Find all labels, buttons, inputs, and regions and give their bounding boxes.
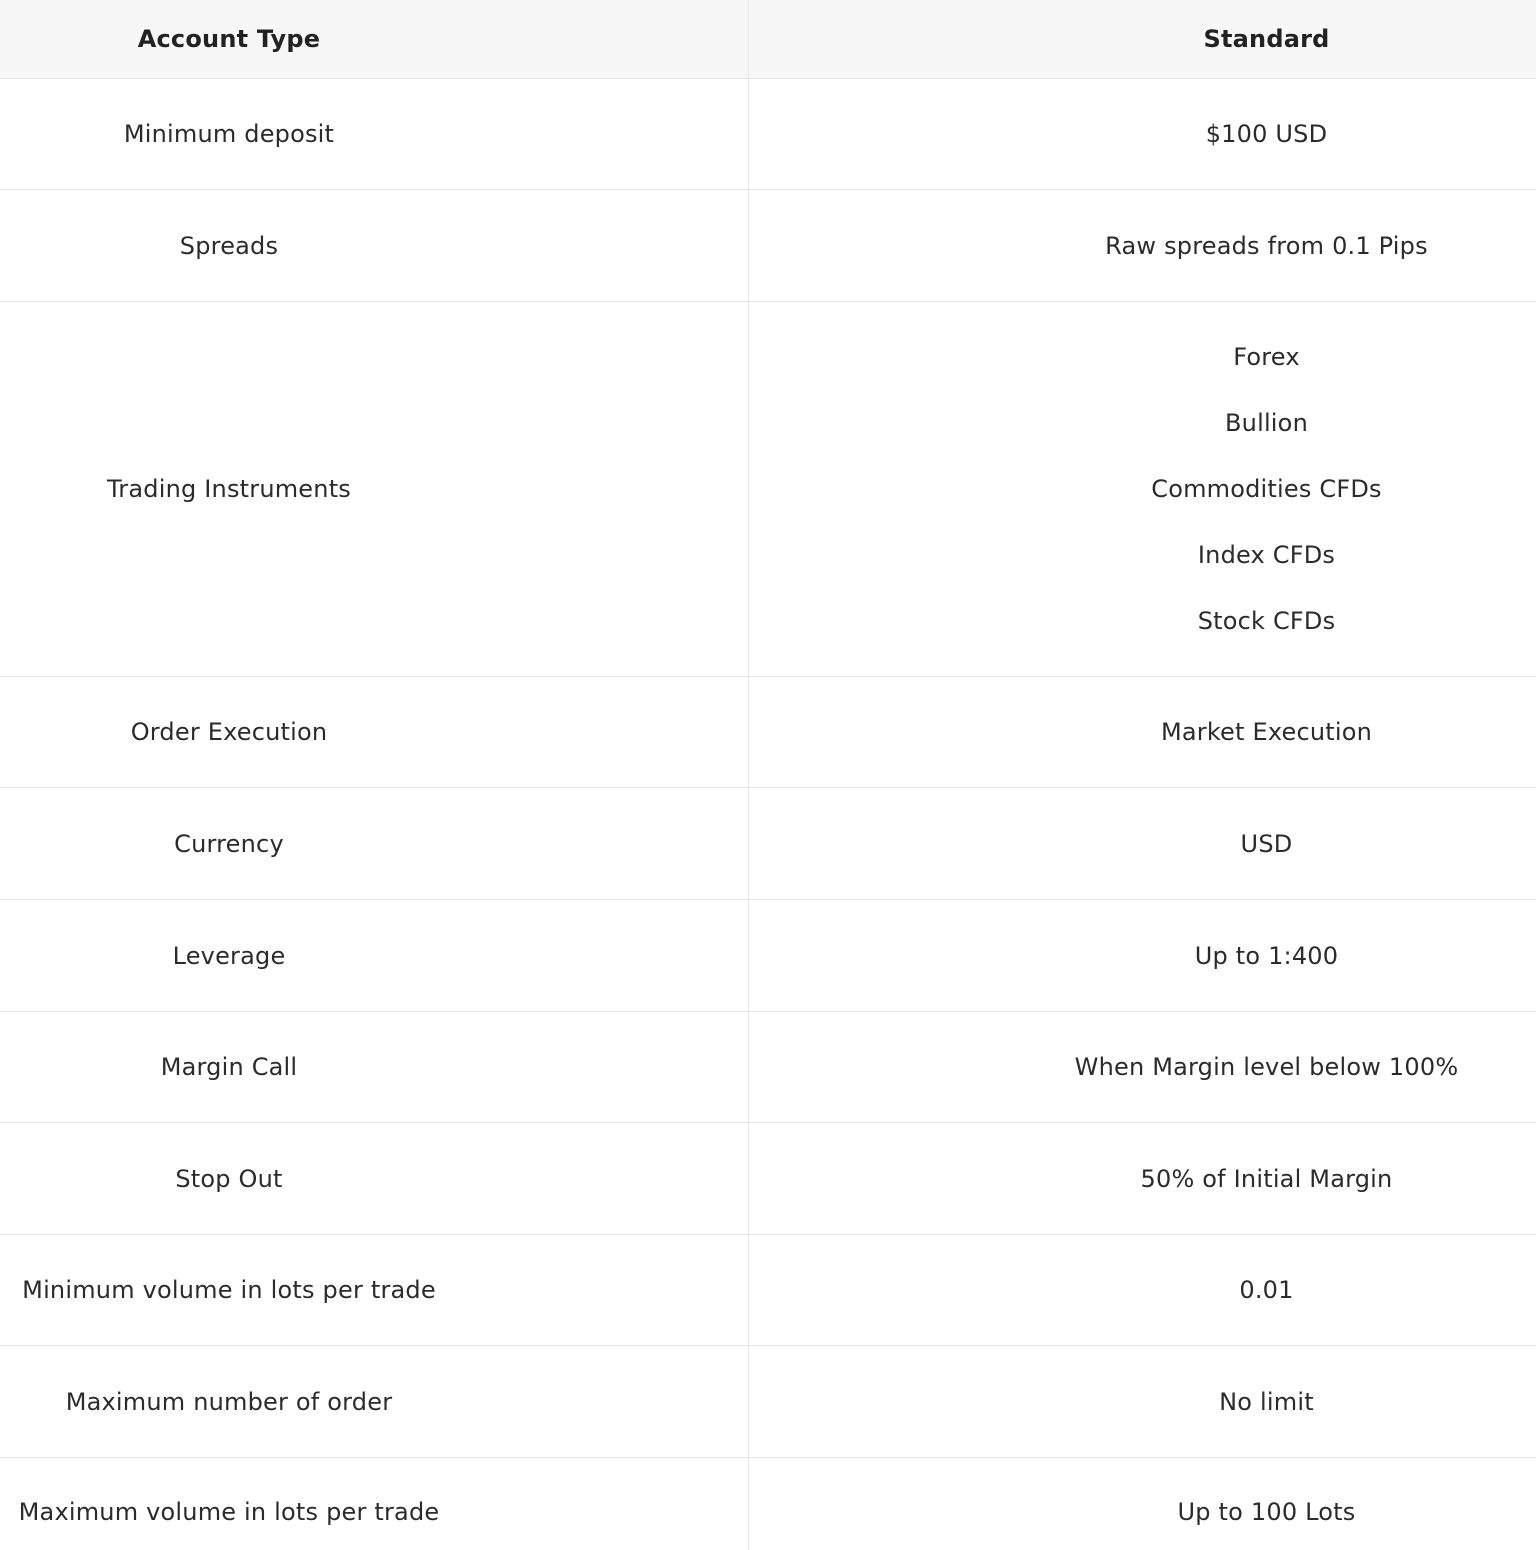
row-value-list [749,302,1536,676]
row-label: Order Execution [0,677,749,787]
row-value: Raw spreads from 0.1 Pips [1105,231,1428,260]
row-label: Trading Instruments [0,302,749,676]
table-row [0,1123,1536,1235]
instrument-item: Bullion [1225,409,1308,437]
table-row [0,677,1536,788]
table-header-row [0,0,1536,79]
row-value: When Margin level below 100% [1074,1053,1459,1081]
row-label: Margin Call [0,1012,749,1122]
row-value: 50% of Initial Margin [1140,1164,1393,1193]
instrument-item: Commodities CFDs [1151,475,1382,503]
table-row [0,900,1536,1012]
instrument-item: Stock CFDs [1197,607,1336,635]
table-row [0,1346,1536,1458]
row-label: Stop Out [0,1123,749,1234]
row-label: Maximum volume in lots per trade [0,1458,749,1550]
row-value: USD [1240,829,1293,858]
header-standard: Standard [1203,25,1330,53]
instrument-item: Index CFDs [1197,541,1336,569]
row-label: Maximum number of order [0,1346,749,1457]
row-value: 0.01 [1239,1276,1294,1304]
row-label: Currency [0,788,749,899]
row-value: $100 USD [1205,120,1328,148]
table-row [0,1458,1536,1550]
table-row [0,302,1536,677]
row-label: Minimum deposit [0,79,749,189]
table-row [0,788,1536,900]
row-label: Minimum volume in lots per trade [0,1235,749,1345]
table-row [0,1235,1536,1346]
row-label: Leverage [0,900,749,1011]
row-value: Up to 100 Lots [1177,1498,1356,1526]
row-label: Spreads [0,190,749,301]
table-row [0,1012,1536,1123]
row-value: Market Execution [1160,718,1373,746]
header-account-type: Account Type [0,0,749,78]
table-row [0,190,1536,302]
row-value: No limit [1219,1387,1314,1416]
table-row [0,79,1536,190]
row-value: Up to 1:400 [1194,941,1339,970]
instrument-item: Forex [1233,343,1300,371]
